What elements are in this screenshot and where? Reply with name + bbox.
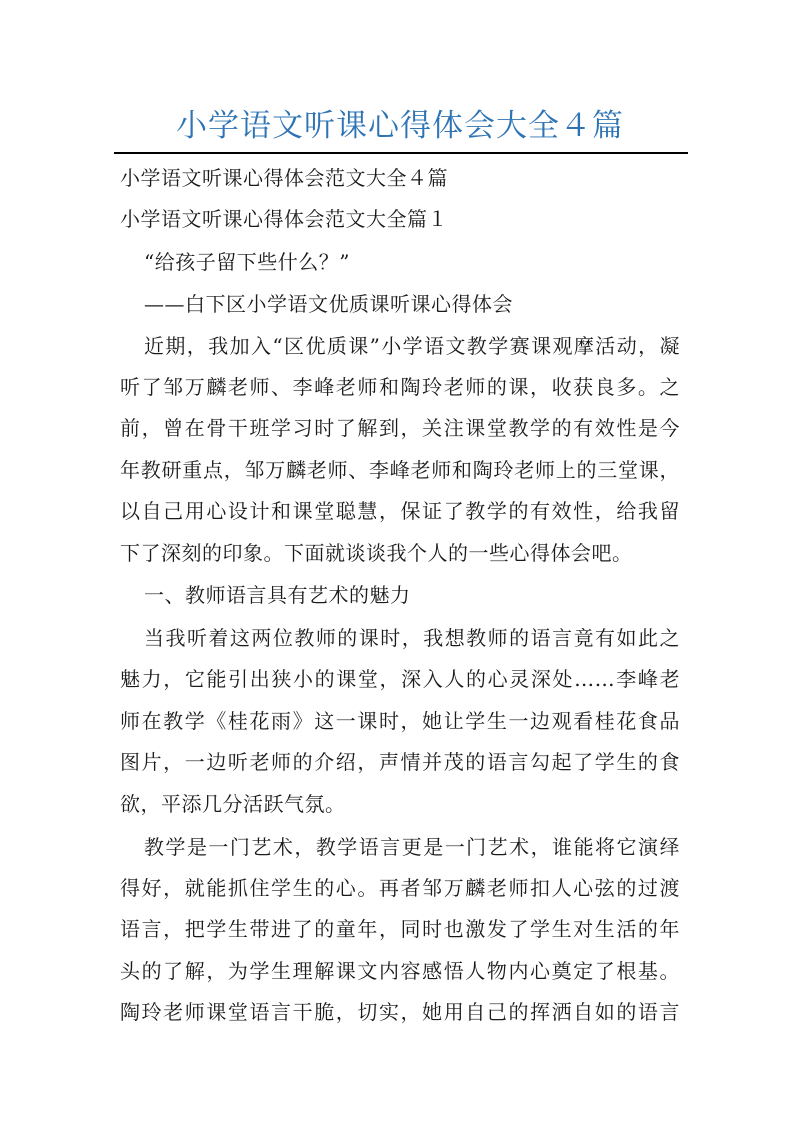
article-quote-title: “给孩子留下些什么？” xyxy=(144,250,350,274)
paragraph-line: 魅力，它能引出狭小的课堂，深入人的心灵深处……李峰老 xyxy=(120,667,680,691)
paragraph-line: 陶玲老师课堂语言干脆，切实，她用自己的挥洒自如的语言 xyxy=(120,1000,680,1024)
document-title: 小学语文听课心得体会大全４篇 xyxy=(176,108,624,144)
section-subheading: 一、教师语言具有艺术的魅力 xyxy=(144,583,411,607)
section-heading: 小学语文听课心得体会范文大全篇１ xyxy=(120,207,448,231)
paragraph-line: 得好，就能抓住学生的心。再者邹万麟老师扣人心弦的过渡 xyxy=(120,876,680,900)
paragraph-line: 听了邹万麟老师、李峰老师和陶玲老师的课，收获良多。之 xyxy=(120,375,680,399)
paragraph-line: 欲，平添几分活跃气氛。 xyxy=(120,792,346,816)
paragraph-line: 近期，我加入“区优质课”小学语文教学赛课观摩活动，凝 xyxy=(144,334,680,358)
paragraph-line: 年教研重点，邹万麟老师、李峰老师和陶玲老师上的三堂课， xyxy=(120,458,680,482)
paragraph-line: 下了深刻的印象。下面就谈谈我个人的一些心得体会吧。 xyxy=(120,541,633,565)
paragraph-line: 语言，把学生带进了的童年，同时也激发了学生对生活的年 xyxy=(120,917,680,941)
paragraph-line: 图片，一边听老师的介绍，声情并茂的语言勾起了学生的食 xyxy=(120,750,680,774)
paragraph-line: 师在教学《桂花雨》这一课时，她让学生一边观看桂花食品 xyxy=(120,709,680,733)
paragraph-line: 以自己用心设计和课堂聪慧，保证了教学的有效性，给我留 xyxy=(120,499,680,523)
subtitle-line: 小学语文听课心得体会范文大全４篇 xyxy=(120,166,448,190)
paragraph-line: 前，曾在骨干班学习时了解到，关注课堂教学的有效性是今 xyxy=(120,416,680,440)
article-byline: ——白下区小学语文优质课听课心得体会 xyxy=(144,292,513,316)
paragraph-line: 头的了解，为学生理解课文内容感悟人物内心奠定了根基。 xyxy=(120,959,680,983)
paragraph-line: 教学是一门艺术，教学语言更是一门艺术，谁能将它演绎 xyxy=(144,835,680,859)
paragraph-line: 当我听着这两位教师的课时，我想教师的语言竟有如此之 xyxy=(144,626,680,650)
title-divider xyxy=(114,152,688,154)
